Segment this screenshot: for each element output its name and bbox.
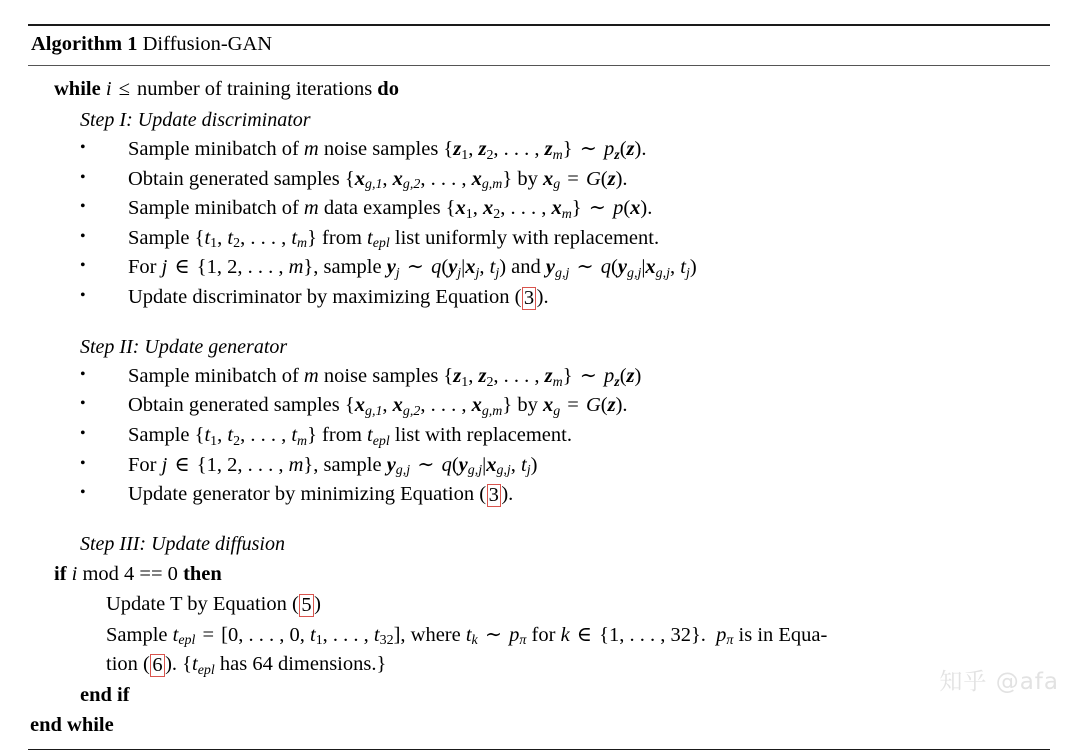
step2-bullet-1 bbox=[28, 362, 1050, 392]
bullet-icon bbox=[80, 288, 128, 304]
step1-bullet-3 bbox=[28, 194, 1050, 224]
step-spacer bbox=[28, 510, 1050, 530]
bullet-text: Sample minibatch of m data examples {$x_1$, $x_2$, . . . , $x_m$} ∼ p(x). bbox=[128, 197, 653, 222]
while-line bbox=[28, 75, 1050, 106]
watermark: 知乎 @afa bbox=[939, 669, 1059, 695]
do-keyword: do bbox=[377, 78, 399, 101]
end-while-keyword: end while bbox=[30, 714, 114, 737]
algorithm-body bbox=[28, 66, 1050, 750]
bullet-text: Sample {$t_1$, $t_2$, . . . , $t_m$} from $t_{epl}$ list with replacement. bbox=[128, 424, 572, 449]
step2-bullet-2 bbox=[28, 391, 1050, 421]
step2-heading: Step II: Update generator bbox=[80, 335, 288, 358]
algorithm-label: Algorithm 1 bbox=[31, 33, 138, 55]
if-line bbox=[28, 559, 1050, 590]
step1-heading: Step I: Update discriminator bbox=[80, 108, 311, 131]
update-T-line: Update T by Equation ( 5 ) bbox=[106, 593, 321, 617]
end-if-keyword: end if bbox=[80, 683, 130, 706]
step3-heading: Step III: Update diffusion bbox=[80, 533, 285, 556]
bullet-icon bbox=[80, 140, 128, 156]
bullet-text: Obtain generated samples {$x_{g,1}$, $x_{g,2}$, . . . , $x_{g,m}$} by $x_g = G(z)$. bbox=[128, 394, 628, 420]
bullet-text: Sample minibatch of m noise samples {$z_1$, $z_2$, . . . , $z_m$} ∼ $p_z(z)$ bbox=[128, 364, 642, 390]
while-keyword: while bbox=[54, 78, 101, 101]
step1-bullet-4 bbox=[28, 224, 1050, 254]
algorithm-title bbox=[28, 26, 1050, 65]
bullet-text: For j ∈ {1, 2, . . . , m}, sample $y_{g,j}$ ∼ $q(y_{g,j}|x_{g,j}$, $t_j$) bbox=[128, 453, 538, 479]
while-condition: i ≤ number of training iterations bbox=[105, 78, 373, 101]
equation-reference-3[interactable]: 3 bbox=[523, 286, 535, 309]
equation-reference-3[interactable]: 3 bbox=[488, 484, 499, 507]
equation-reference-6[interactable]: 6 bbox=[152, 654, 163, 677]
bullet-text: Update discriminator by maximizing Equation ( 3 ). bbox=[128, 285, 549, 309]
step1-bullet-2 bbox=[28, 165, 1050, 195]
step1-bullet-1 bbox=[28, 135, 1050, 165]
algorithm-block bbox=[28, 24, 1050, 750]
bullet-text: Sample {$t_1$, $t_2$, . . . , $t_m$} from $t_{epl}$ list uniformly with replacement. bbox=[128, 226, 660, 252]
bullet-text: Sample minibatch of m noise samples {$z_1$, $z_2$, . . . , $z_m$} ∼ $p_z(z)$. bbox=[128, 138, 647, 163]
if-keyword: if bbox=[54, 562, 67, 585]
bullet-icon bbox=[80, 485, 128, 501]
algorithm-name: Diffusion-GAN bbox=[142, 33, 273, 55]
bullet-text: Update generator by minimizing Equation ( 3 ). bbox=[128, 483, 514, 507]
step1-bullet-6 bbox=[28, 283, 1050, 313]
if-condition: i mod 4 == 0 bbox=[71, 562, 178, 585]
bullet-icon bbox=[80, 367, 128, 383]
end-if-line bbox=[28, 680, 1050, 711]
bullet-icon bbox=[80, 199, 128, 215]
bullet-icon bbox=[80, 396, 128, 412]
equation-reference-5[interactable]: 5 bbox=[301, 594, 312, 617]
then-keyword: then bbox=[183, 562, 222, 585]
bullet-text: For j ∈ {1, 2, . . . , m}, sample $y_j$ ∼ $q(y_j|x_j$, $t_j$) and $y_{g,j}$ ∼ $q(y_{g,j}|x_{g,j}$, $t_j$) bbox=[128, 256, 697, 281]
step2-bullet-3 bbox=[28, 421, 1050, 451]
bullet-icon bbox=[80, 229, 128, 245]
step1-bullet-5 bbox=[28, 253, 1050, 283]
bullet-icon bbox=[80, 426, 128, 442]
end-while-line bbox=[28, 711, 1050, 742]
step2-bullet-4 bbox=[28, 451, 1050, 481]
sample-tepl-line: Sample $t_{epl} = [0$, . . . , 0, $t_1$, . . . , $t_{32}$], where $t_k$ ∼ $p_\pi$ for k ∈ {1, . . . , 32}. $p_\pi$ is in Equa- tion ( 6 ). {$t_{epl}$ has 64 dimensions.} bbox=[106, 623, 828, 678]
bullet-text: Obtain generated samples {$x_{g,1}$, $x_{g,2}$, . . . , $x_{g,m}$} by $x_g = G(z)$. bbox=[128, 167, 628, 193]
step-spacer bbox=[28, 312, 1050, 332]
bullet-icon bbox=[80, 170, 128, 186]
step2-bullet-5 bbox=[28, 480, 1050, 510]
bullet-icon bbox=[80, 258, 128, 274]
bullet-icon bbox=[80, 456, 128, 472]
